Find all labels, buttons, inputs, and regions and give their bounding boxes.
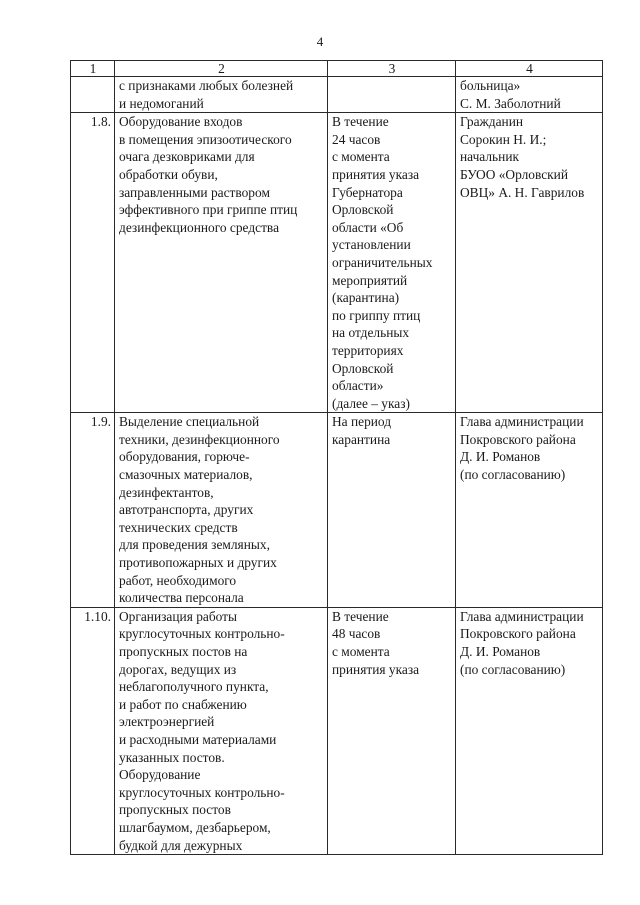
responsible-cell-line: Сорокин Н. И.; <box>460 131 547 147</box>
responsible-cell-line: Глава администрации <box>460 608 584 624</box>
responsible-cell <box>456 77 603 113</box>
action-cell-line: дезинфектантов, <box>119 484 214 500</box>
action-cell-line: оборудования, горюче- <box>119 449 250 465</box>
action-cell-line: указанных постов. <box>119 749 225 765</box>
action-cell-line: и работ по снабжению <box>119 696 247 712</box>
responsible-cell-line: (по согласованию) <box>460 467 566 483</box>
deadline-cell-line: области» <box>332 378 384 394</box>
action-cell-line: и расходными материалами <box>119 731 277 747</box>
action-cell-line: будкой для дежурных <box>119 837 243 853</box>
deadline-cell-line: области «Об <box>332 219 404 235</box>
action-cell-line: количества персонала <box>119 590 244 606</box>
responsible-cell-line: ОВЦ» А. Н. Гаврилов <box>460 184 585 200</box>
deadline-cell-line: (карантина) <box>332 290 400 306</box>
deadline-cell-line: На период <box>332 414 392 430</box>
action-cell <box>115 113 328 413</box>
action-cell-line: смазочных материалов, <box>119 467 253 483</box>
responsible-cell-line: Покровского района <box>460 626 576 642</box>
action-cell-line: электроэнергией <box>119 714 215 730</box>
action-cell-line: для проведения земляных, <box>119 537 270 553</box>
action-cell-line: Оборудование входов <box>119 114 243 130</box>
measures-table <box>70 60 603 855</box>
deadline-cell-line: 24 часов <box>332 131 381 147</box>
deadline-cell-line: (далее – указ) <box>332 395 410 411</box>
deadline-cell-line: принятия указа <box>332 661 420 677</box>
deadline-cell-line: мероприятий <box>332 272 408 288</box>
responsible-cell-line: Д. И. Романов <box>460 644 541 659</box>
action-cell-line: Выделение специальной <box>119 414 260 430</box>
action-cell-line: и недомоганий <box>119 95 204 111</box>
deadline-cell-line: Губернатора <box>332 184 403 200</box>
action-cell-line: шлагбаумом, дезбарьером, <box>119 819 271 835</box>
table-body <box>71 77 603 855</box>
responsible-cell-line: (по согласованию) <box>460 661 566 677</box>
responsible-cell-line: С. М. Заболотний <box>460 95 561 111</box>
action-cell-line: круглосуточных контрольно- <box>119 784 285 800</box>
action-cell <box>115 77 328 113</box>
row-number: 1.10. <box>71 607 115 854</box>
table-row <box>71 77 603 113</box>
deadline-cell-line: по гриппу птиц <box>332 307 421 323</box>
deadline-cell-line: Орловской <box>332 360 394 376</box>
action-cell-line: с признаками любых болезней <box>119 78 294 93</box>
deadline-cell <box>328 413 456 608</box>
action-cell-line: автотранспорта, других <box>119 502 254 518</box>
deadline-cell <box>328 607 456 854</box>
deadline-cell-line: с момента <box>332 149 390 165</box>
deadline-cell-line: установлении <box>332 237 411 253</box>
responsible-cell-line: Глава администрации <box>460 414 584 430</box>
action-cell-line: техники, дезинфекционного <box>119 431 280 447</box>
column-header-3: 3 <box>328 61 456 77</box>
deadline-cell-line: В течение <box>332 608 389 624</box>
action-cell-line: обработки обуви, <box>119 166 218 182</box>
action-cell-line: очага дезковриками для <box>119 149 255 165</box>
action-cell-line: противопожарных и других <box>119 555 277 571</box>
responsible-cell-line: больница» <box>460 78 521 93</box>
action-cell <box>115 607 328 854</box>
action-cell-line: работ, необходимого <box>119 572 237 588</box>
row-number <box>71 77 115 113</box>
responsible-cell <box>456 607 603 854</box>
action-cell-line: в помещения эпизоотического <box>119 131 292 147</box>
responsible-cell <box>456 113 603 413</box>
deadline-cell-line: ограничительных <box>332 254 433 270</box>
table-row <box>71 113 603 413</box>
action-cell-line: пропускных постов на <box>119 644 248 659</box>
action-cell-line: Организация работы <box>119 608 238 624</box>
deadline-cell-line: принятия указа <box>332 166 420 182</box>
page-number: 4 <box>316 34 324 49</box>
column-header-1: 1 <box>71 61 115 77</box>
deadline-cell-line: территориях <box>332 342 404 358</box>
action-cell-line: заправленными раствором <box>119 184 270 200</box>
row-number: 1.9. <box>71 413 115 608</box>
responsible-cell-line: БУОО «Орловский <box>460 166 569 182</box>
action-cell-line: эффективного при гриппе птиц <box>119 202 298 218</box>
table-row <box>71 413 603 608</box>
responsible-cell-line: Д. И. Романов <box>460 449 541 465</box>
deadline-cell-line: Орловской <box>332 202 394 218</box>
deadline-cell <box>328 77 456 113</box>
row-number: 1.8. <box>71 113 115 413</box>
deadline-cell-line: 48 часов <box>332 626 381 642</box>
column-header-4: 4 <box>456 61 603 77</box>
responsible-cell-line: начальник <box>460 149 519 165</box>
deadline-cell <box>328 113 456 413</box>
action-cell-line: круглосуточных контрольно- <box>119 626 285 642</box>
action-cell-line: дезинфекционного средства <box>119 219 280 235</box>
column-header-2: 2 <box>115 61 328 77</box>
action-cell-line: Оборудование <box>119 767 201 783</box>
table-row <box>71 607 603 854</box>
action-cell-line: дорогах, ведущих из <box>119 661 237 677</box>
action-cell-line: пропускных постов <box>119 802 231 818</box>
action-cell-line: технических средств <box>119 519 238 535</box>
action-cell-line: неблагополучного пункта, <box>119 679 269 695</box>
deadline-cell-line: на отдельных <box>332 325 410 341</box>
deadline-cell-line: с момента <box>332 644 390 659</box>
responsible-cell-line: Покровского района <box>460 431 576 447</box>
action-cell <box>115 413 328 608</box>
deadline-cell-line: карантина <box>332 431 391 447</box>
responsible-cell-line: Гражданин <box>460 114 524 130</box>
responsible-cell <box>456 413 603 608</box>
deadline-cell-line: В течение <box>332 114 389 130</box>
header-row <box>71 61 603 77</box>
